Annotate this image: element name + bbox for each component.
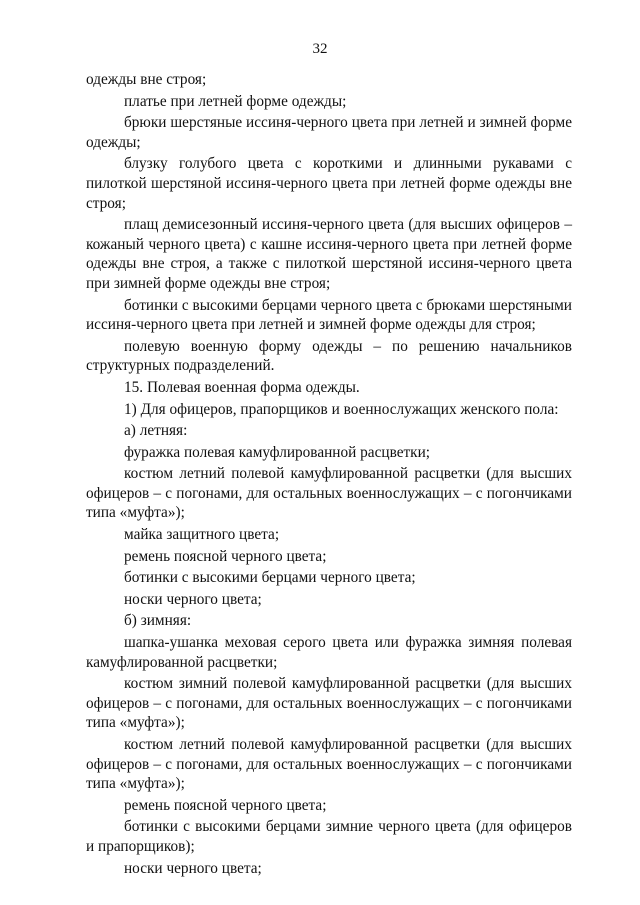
page-number: 32 — [312, 41, 328, 57]
list-item: костюм зимний полевой камуфлированной расцветки (для высших офицеров – с погонами, для остальных военнослужащих – с погончиками типа «муфта»); — [86, 675, 572, 732]
list-item: фуражка полевая камуфлированной расцветки; — [124, 443, 431, 461]
list-item: костюм летний полевой камуфлированной расцветки (для высших офицеров – с погонами, для остальных военнослужащих – с погончиками типа «муфта»); — [86, 465, 572, 522]
paragraph: плащ демисезонный иссиня-черного цвета (для высших офицеров – кожаный черного цвета) с кашне иссиня-черного цвета при летней форме одежды вне строя, а также с пилоткой шерстяной иссиня-черного цвета при зимней форме одежды вне строя; — [86, 216, 572, 292]
subsection-heading: 1) Для офицеров, прапорщиков и военнослужащих женского пола: — [124, 400, 559, 418]
list-item: ремень поясной черного цвета; — [124, 796, 327, 814]
list-item: носки черного цвета; — [124, 859, 262, 877]
list-heading: а) летняя: — [124, 422, 188, 440]
paragraph: платье при летней форме одежды; — [124, 92, 347, 110]
list-item: ботинки с высокими берцами черного цвета; — [124, 569, 416, 587]
paragraph: полевую военную форму одежды – по решению начальников структурных подразделений. — [86, 337, 572, 375]
list-item: шапка-ушанка меховая серого цвета или фуражка зимняя полевая камуфлированной расцветки; — [86, 634, 572, 671]
paragraph: ботинки с высокими берцами черного цвета с брюками шерстяными иссиня-черного цвета при летней и зимней форме одежды для строя; — [86, 296, 572, 334]
section-heading: 15. Полевая военная форма одежды. — [124, 378, 360, 396]
list-heading: б) зимняя: — [124, 612, 192, 630]
list-item: майка защитного цвета; — [124, 526, 280, 544]
list-item: костюм летний полевой камуфлированной расцветки (для высших офицеров – с погонами, для остальных военнослужащих – с погончиками типа «муфта»); — [86, 736, 572, 793]
list-item: ботинки с высокими берцами зимние черного цвета (для офицеров и прапорщиков); — [86, 818, 572, 855]
list-item: ремень поясной черного цвета; — [124, 547, 327, 565]
list-item: носки черного цвета; — [124, 590, 262, 608]
paragraph: брюки шерстяные иссиня-черного цвета при летней и зимней форме одежды; — [86, 114, 572, 151]
document-body — [86, 70, 572, 880]
paragraph: одежды вне строя; — [86, 71, 207, 88]
paragraph: блузку голубого цвета с короткими и длинными рукавами с пилоткой шерстяной иссиня-черного цвета при летней форме одежды вне строя; — [86, 155, 572, 212]
